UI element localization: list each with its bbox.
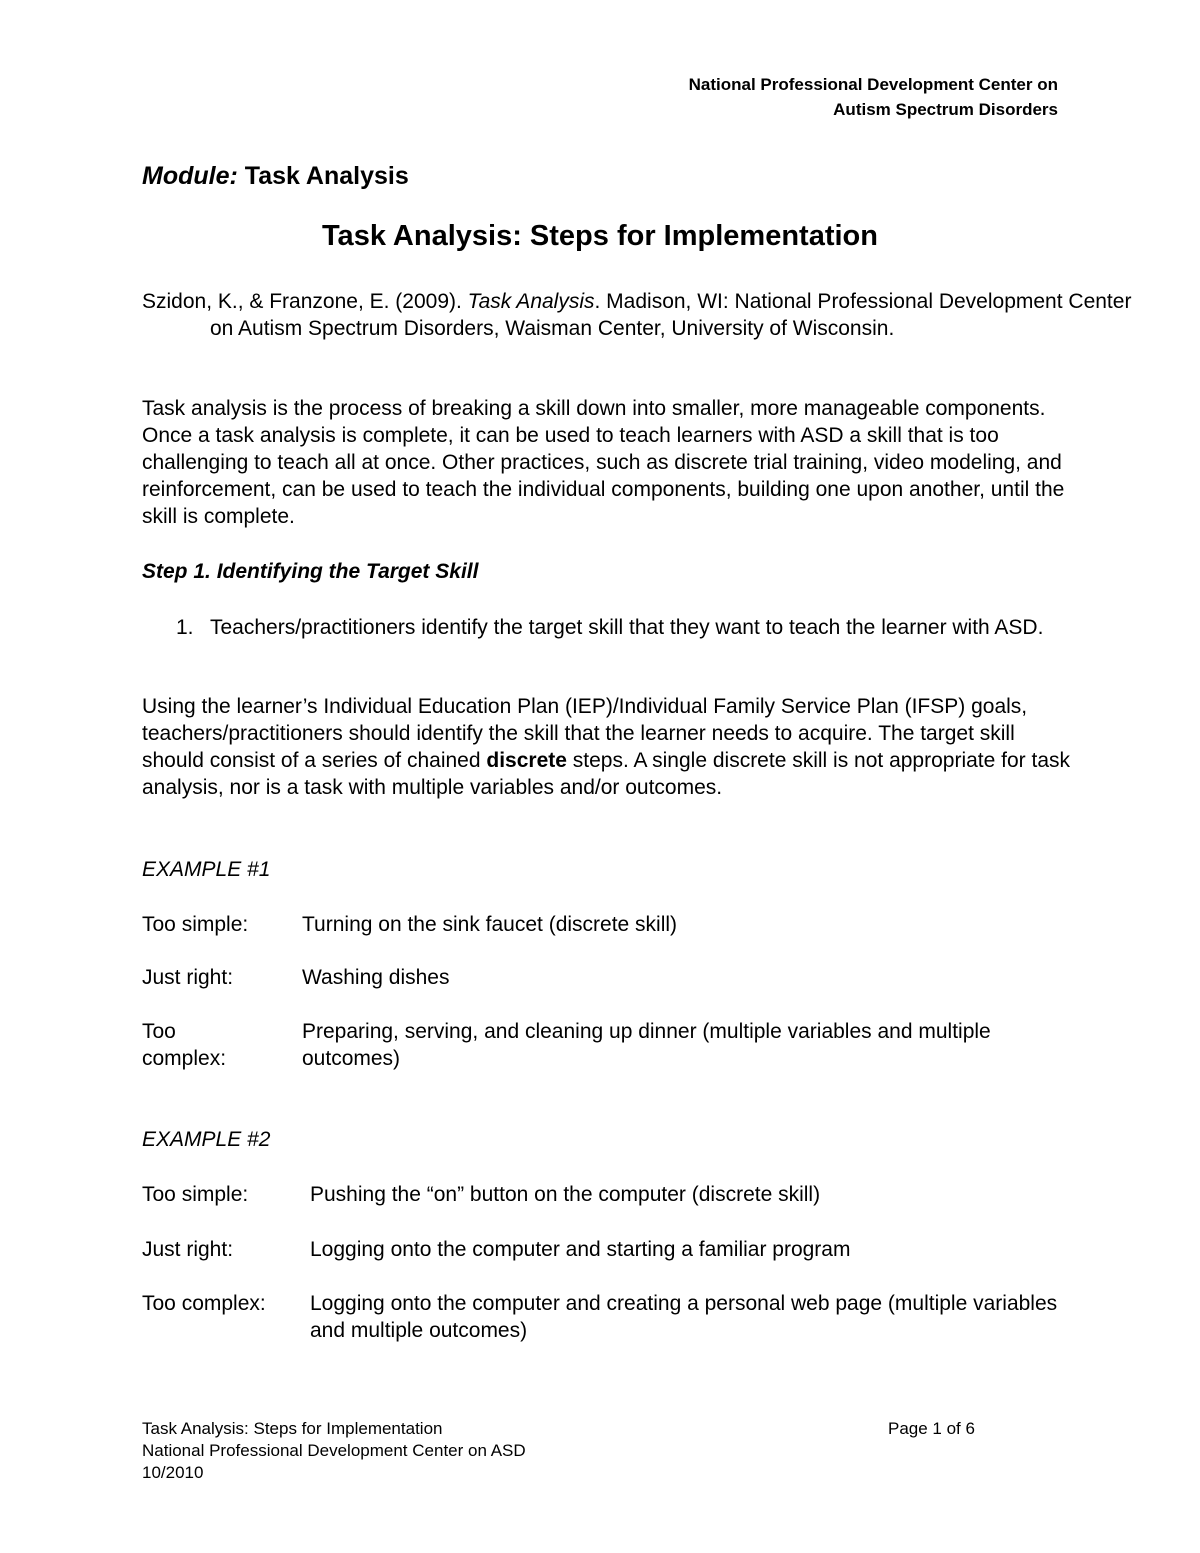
example-row-label: Too simple: <box>142 1183 249 1206</box>
example-row-value: Turning on the sink faucet (discrete skill) <box>302 913 678 936</box>
example-2-heading: EXAMPLE #2 <box>142 1128 271 1151</box>
footer-line-3: 10/2010 <box>142 1463 204 1482</box>
module-line <box>142 162 409 191</box>
guidance-text-2: steps. A single discrete skill is not appropriate for task analysis, nor is a task with multiple variables and/or outcomes. <box>142 749 1070 799</box>
example-1-heading: EXAMPLE #1 <box>142 858 271 881</box>
header-line-1: National Professional Development Center on <box>688 75 1058 94</box>
citation-publisher: . Madison, WI: National Professional Development Center on Autism Spectrum Disorders, Waisman Center, University of Wisconsin. <box>210 290 1132 340</box>
page-number: Page 1 of 6 <box>888 1419 975 1438</box>
module-name: Task Analysis <box>244 162 409 190</box>
running-header <box>689 72 1058 122</box>
example-row-label: Too complex: <box>142 1292 266 1315</box>
citation <box>142 288 1140 342</box>
example-row-label: Just right: <box>142 1238 234 1261</box>
intro-paragraph: Task analysis is the process of breaking a skill down into smaller, more manageable components. Once a task analysis is complete, it can be used to teach learners with ASD a skill that is too challenging to teach all at once. Other practices, such as discrete trial training, video modeling, and reinforcement, can be used to teach the individual components, building one upon another, until the skill is complete. <box>142 397 1065 528</box>
list-item-number: 1. <box>176 616 194 639</box>
header-line-2: Autism Spectrum Disorders <box>833 100 1058 119</box>
page-title: Task Analysis: Steps for Implementation <box>322 220 878 252</box>
example-row-value: Preparing, serving, and cleaning up dinner (multiple variables and multiple outcomes) <box>302 1020 991 1070</box>
example-row-label: Too simple: <box>142 913 249 936</box>
page-footer <box>142 1418 526 1484</box>
example-row-value: Pushing the “on” button on the computer (discrete skill) <box>310 1183 821 1206</box>
citation-authors: Szidon, K., & Franzone, E. (2009). <box>142 290 468 313</box>
example-row-value: Logging onto the computer and creating a personal web page (multiple variables and multiple outcomes) <box>310 1292 1058 1342</box>
guidance-paragraph <box>142 693 1072 801</box>
footer-line-1: Task Analysis: Steps for Implementation <box>142 1419 443 1438</box>
guidance-bold: discrete <box>486 749 567 772</box>
example-row-label: Too complex: <box>142 1020 227 1070</box>
citation-work: Task Analysis <box>467 290 595 313</box>
guidance-text-1: Using the learner’s Individual Education Plan (IEP)/Individual Family Service Plan (IFSP) goals, teachers/practitioners should identify the skill that the learner needs to acquire. The target skill should consist of a series of chained <box>142 695 1028 772</box>
step-heading: Step 1. Identifying the Target Skill <box>142 560 479 583</box>
example-row-label: Just right: <box>142 966 234 989</box>
footer-line-2: National Professional Development Center on ASD <box>142 1441 526 1460</box>
example-row-value: Washing dishes <box>302 966 450 989</box>
module-label: Module: <box>142 162 238 190</box>
example-row-value: Logging onto the computer and starting a familiar program <box>310 1238 851 1261</box>
list-item-text: Teachers/practitioners identify the target skill that they want to teach the learner with ASD. <box>210 616 1044 639</box>
